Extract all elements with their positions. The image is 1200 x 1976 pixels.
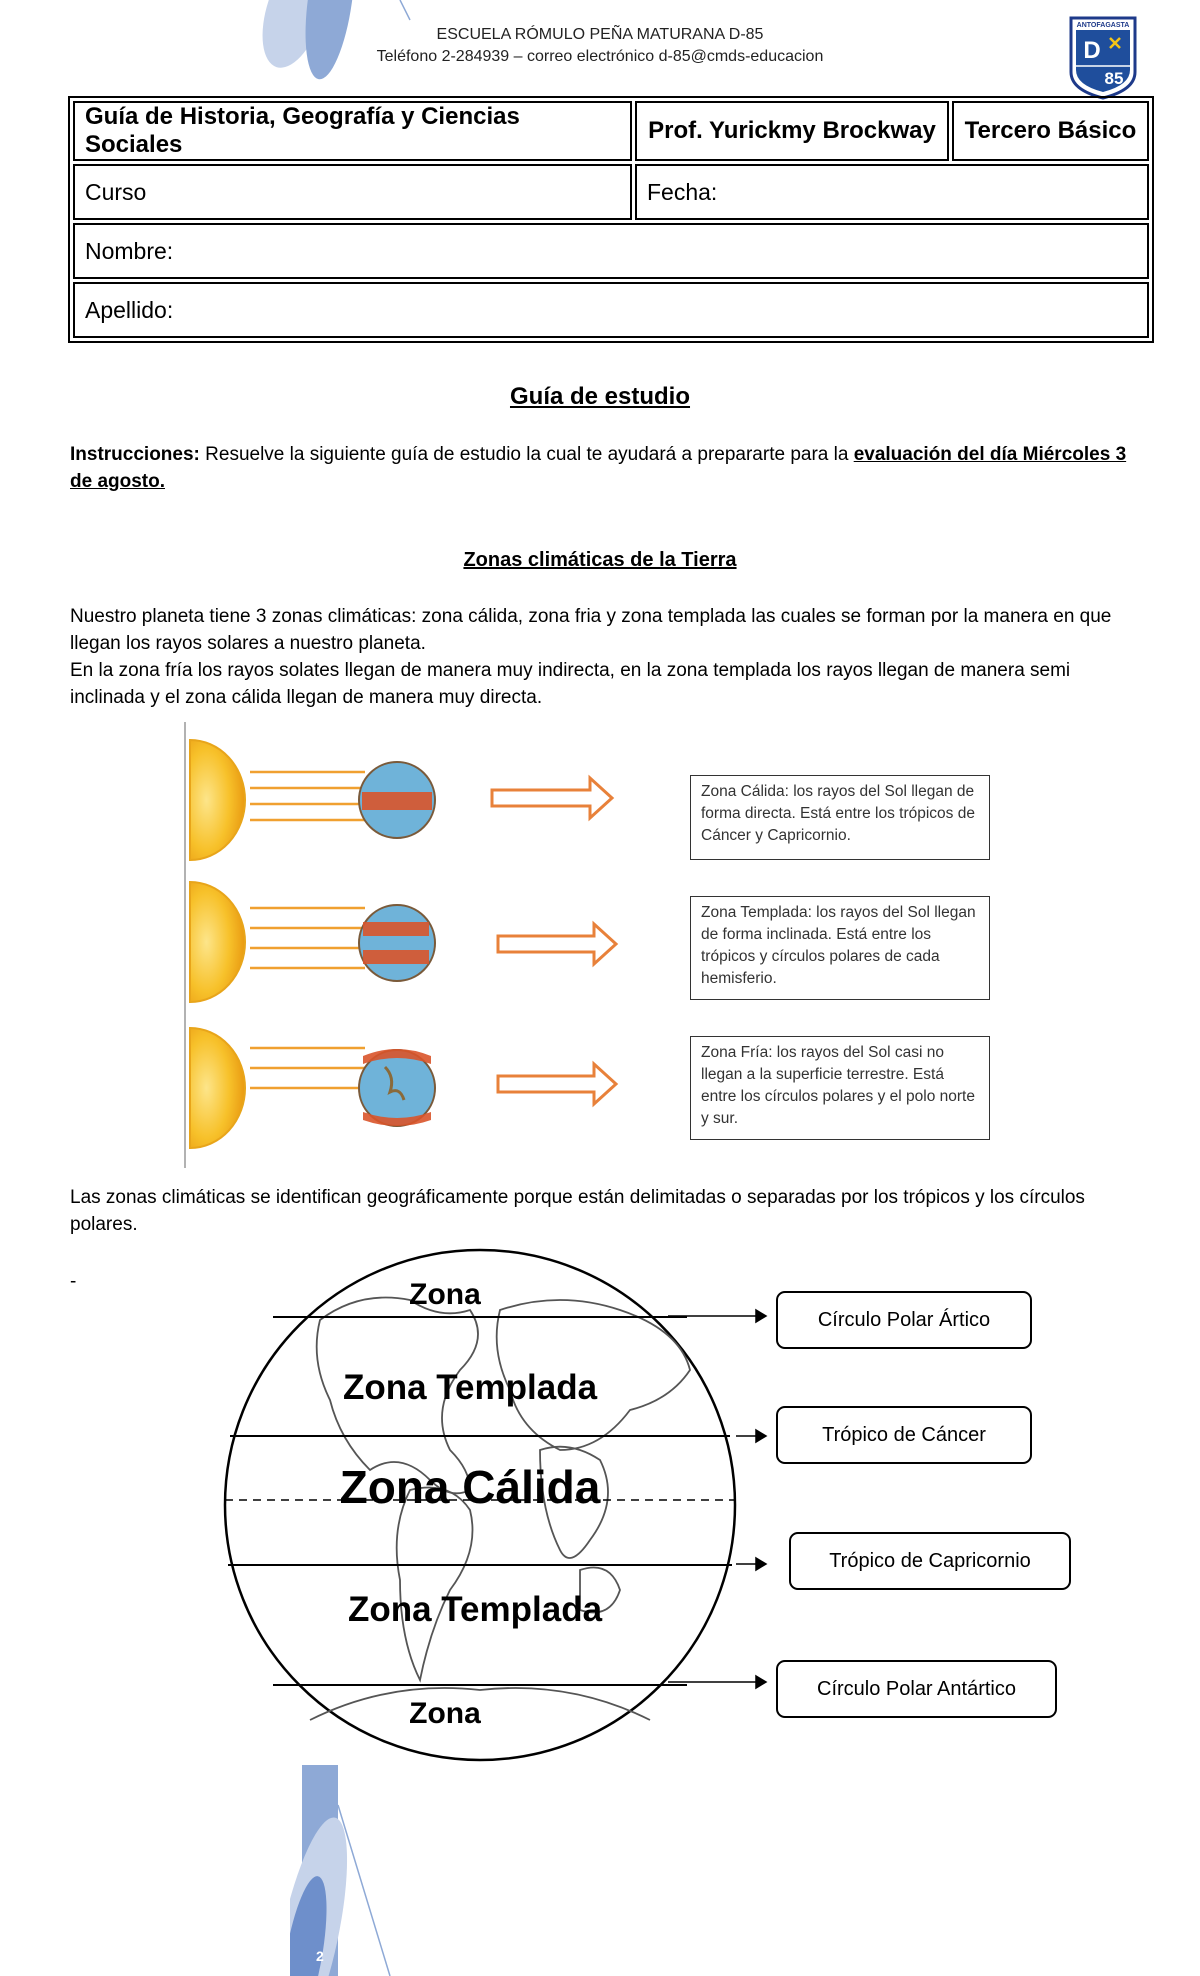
- subject-cell: Guía de Historia, Geografía y Ciencias Sociales: [73, 101, 632, 161]
- label-box-antarctic: Círculo Polar Antártico: [776, 1660, 1057, 1718]
- instructions-date: evaluación del día Miércoles 3 de agosto.: [70, 444, 1127, 492]
- grade-cell: Tercero Básico: [952, 101, 1149, 161]
- zone-label-top: Zona: [409, 1278, 481, 1311]
- arrow-right-icon: [756, 1558, 766, 1570]
- section-title: Zonas climáticas de la Tierra: [463, 549, 737, 571]
- logo-top-text: ANTOFAGASTA: [1076, 22, 1130, 29]
- arrow-right-icon: [756, 1430, 766, 1442]
- school-contact: Teléfono 2-284939 – correo electrónico d-85@cmds-educacion: [376, 48, 824, 65]
- date-field[interactable]: Fecha:: [635, 164, 1149, 220]
- school-header: [0, 24, 1200, 68]
- bottom-decoration: [290, 1765, 440, 1976]
- arrow-right-icon: [492, 778, 612, 818]
- climate-box-templada: Zona Templada: los rayos del Sol llegan de forma inclinada. Está entre los trópicos y círculos polares de cada hemisferio.: [690, 896, 990, 1000]
- sun-row-fria: [190, 1028, 435, 1148]
- zone-label-templada-north: Zona Templada: [342, 1368, 598, 1407]
- sun-icon: [190, 1028, 245, 1148]
- page-mark: 2: [316, 1948, 324, 1964]
- sun-rays-figure: [180, 722, 680, 1168]
- sun-icon: [190, 882, 245, 1002]
- course-field[interactable]: Curso: [73, 164, 632, 220]
- teacher-cell: Prof. Yurickmy Brockway: [635, 101, 949, 161]
- arrows: [492, 778, 616, 1104]
- instructions-text: Resuelve la siguiente guía de estudio la cual te ayudará a prepararte para la: [199, 444, 854, 465]
- sun-row-calida: [190, 740, 435, 860]
- paragraph-1: Nuestro planeta tiene 3 zonas climáticas: zona cálida, zona fria y zona templada las cuales se forman por la manera en que llegan los rayos solares a nuestro planeta.: [70, 606, 1112, 654]
- school-logo: [1068, 14, 1138, 100]
- logo-number: 85: [1104, 69, 1124, 88]
- climate-box-calida: Zona Cálida: los rayos del Sol llegan de forma directa. Está entre los trópicos de Cáncer y Capricornio.: [690, 775, 990, 860]
- zone-label-templada-south: Zona Templada: [347, 1590, 603, 1629]
- paragraph-2: En la zona fría los rayos solates llegan de manera muy indirecta, en la zona templada los rayos llegan de manera semi inclinada y el zona cálida llegan de manera muy directa.: [70, 660, 1071, 708]
- surname-field[interactable]: Apellido:: [73, 282, 1149, 338]
- arrow-right-icon: [498, 924, 616, 964]
- pointer-arrows: [668, 1300, 808, 1700]
- arrow-right-icon: [756, 1310, 766, 1322]
- dash-marker: -: [70, 1271, 77, 1292]
- instructions-label: Instrucciones:: [70, 444, 200, 465]
- logo-letter: D: [1083, 37, 1101, 64]
- earth-icon: [359, 905, 435, 981]
- zone-label-calida: Zona Cálida: [339, 1461, 601, 1513]
- label-box-cancer: Trópico de Cáncer: [776, 1406, 1032, 1464]
- label-box-arctic: Círculo Polar Ártico: [776, 1291, 1032, 1349]
- school-name: ESCUELA RÓMULO PEÑA MATURANA D-85: [436, 26, 764, 43]
- name-field[interactable]: Nombre:: [73, 223, 1149, 279]
- zone-label-bottom: Zona: [409, 1697, 481, 1730]
- paragraph-3: Las zonas climáticas se identifican geográficamente porque están delimitadas o separadas por los trópicos y los círculos polares.: [70, 1187, 1085, 1235]
- label-box-capricorn: Trópico de Capricornio: [789, 1532, 1071, 1590]
- arrow-right-icon: [498, 1064, 616, 1104]
- instructions: [70, 441, 1150, 495]
- guide-title: Guía de estudio: [509, 383, 691, 410]
- header-table: [68, 96, 1154, 343]
- sun-row-templada: [190, 882, 435, 1002]
- climate-box-fria: Zona Fría: los rayos del Sol casi no llegan a la superficie terrestre. Está entre los círculos polares y el polo norte y sur.: [690, 1036, 990, 1140]
- arrow-right-icon: [756, 1676, 766, 1688]
- sun-icon: [190, 740, 245, 860]
